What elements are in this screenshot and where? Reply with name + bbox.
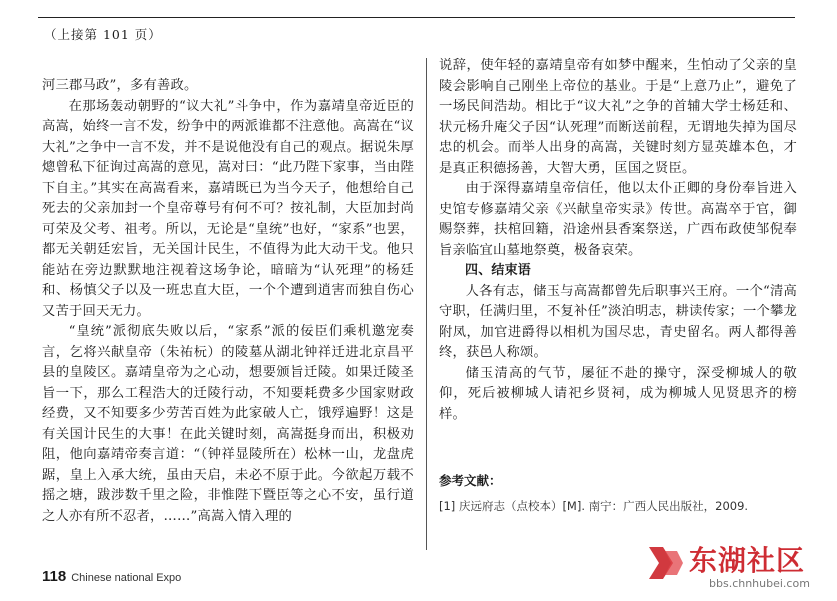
- paragraph: 河三郡马政”，多有善政。: [42, 78, 198, 93]
- continued-note: （上接第 101 页）: [44, 27, 162, 42]
- watermark-url: bbs.chnhubei.com: [709, 577, 810, 590]
- page-footer: [42, 568, 181, 585]
- watermark-title: 东湖社区: [689, 544, 806, 577]
- references-title: 参考文献：: [439, 473, 502, 488]
- paragraph: 在那场轰动朝野的“议大礼”斗争中，作为嘉靖皇帝近臣的高嵩，始终一言不发，纷争中的两派谁都不注意他。高嵩在“议大礼”之争中一言不发，并不是说他没有自己的观点。据说朱厚熜曾私下征询过高嵩的意见，嵩对曰：“此乃陛下家事，当由陛下自主。”其实在高嵩看来，嘉靖既已为当今天子，他想给自己死去的父亲加封一个皇帝尊号有何不可？按礼制，大臣加封尚可荣及父考、祖考。所以，无论是“皇统”也好，“家系”也罢，都无关朝廷宏旨，无关国计民生，不值得为此大动干戈。他只能站在旁边默默地注视着这场争论，暗暗为“认死理”的杨廷和、杨慎父子以及一班忠直大臣，一个个遭到逍害而独自伤心又苦于回天无力。: [42, 98, 414, 319]
- reference-item: [1] 庆远府志（点校本）[M]. 南宁：广西人民出版社，2009.: [439, 499, 749, 513]
- site-watermark: [643, 539, 823, 595]
- paragraph: 人各有志，储玉与高嵩都曾先后职事兴王府。一个“清高守职，任满归里，不复补任”淡泊明志，耕读传家；一个攀龙附凤，加官进爵得以相机为国尽忠，青史留名。两人都得善终，获邑人称颂。: [439, 283, 797, 360]
- paragraph: 由于深得嘉靖皇帝信任，他以太仆正卿的身份奉旨进入史馆专修嘉靖父亲《兴献皇帝实录》传世。高嵩卒于官，御赐祭葬，扶棺回籍，沿途州县香案祭送，广西布政使邹倪奉旨亲临宜山墓地祭奠，极备哀荣。: [439, 181, 797, 258]
- section-heading: 四、结束语: [465, 263, 532, 278]
- paragraph: 说辞，使年轻的嘉靖皇帝有如梦中醒来，生怕动了父亲的皇陵会影响自己刚坐上帝位的基业。于是“上意乃止”，避免了一场民间浩劫。相比于“议大礼”之争的首辅大学士杨廷和、状元杨升庵父子因“认死理”而断送前程，无谓地失掉为国尽忠的机会。而举人出身的高嵩，关键时刻方显英雄本色，才是真正积德扬善，大智大勇，匡国之贤臣。: [439, 58, 797, 176]
- top-rule: [38, 17, 795, 18]
- watermark-logo-icon: [643, 541, 687, 585]
- publication-name: Chinese national Expo: [71, 572, 182, 584]
- right-column: [439, 56, 797, 425]
- column-divider: [426, 58, 427, 550]
- paragraph: “皇统”派彻底失败以后，“家系”派的佞臣们乘机邀宠奏言，乞将兴献皇帝（朱祐杬）的陵墓从湖北钟祥迁进北京昌平县的皇陵区。嘉靖皇帝为之心动，想要颁旨迁陵。如果迁陵圣旨一下，那么工程浩大的迁陵行动，不知要耗费多少国家财政经费，又不知要多少劳苦百姓为此家破人亡，饿殍遍野！这是有关国计民生的大事！在此关键时刻，高嵩挺身而出，积极劝阻，他向嘉靖帝奏言道：“（钟祥显陵所在）松林一山，龙盘虎踞，皇上入承大统，虽由天启，未必不原于此。今欲起万载不摇之塘，跋涉数千里之险，非惟陛下暨臣等之心不安，虽行道之人亦有所不忍者，……”高嵩入情入理的: [42, 324, 414, 524]
- paragraph: 储玉清高的气节，屡征不赴的操守，深受柳城人的敬仰，死后被柳城人请祀乡贤祠，成为柳城人见贤思齐的榜样。: [439, 365, 797, 422]
- left-column: [42, 76, 414, 527]
- page-number: 118: [42, 568, 67, 585]
